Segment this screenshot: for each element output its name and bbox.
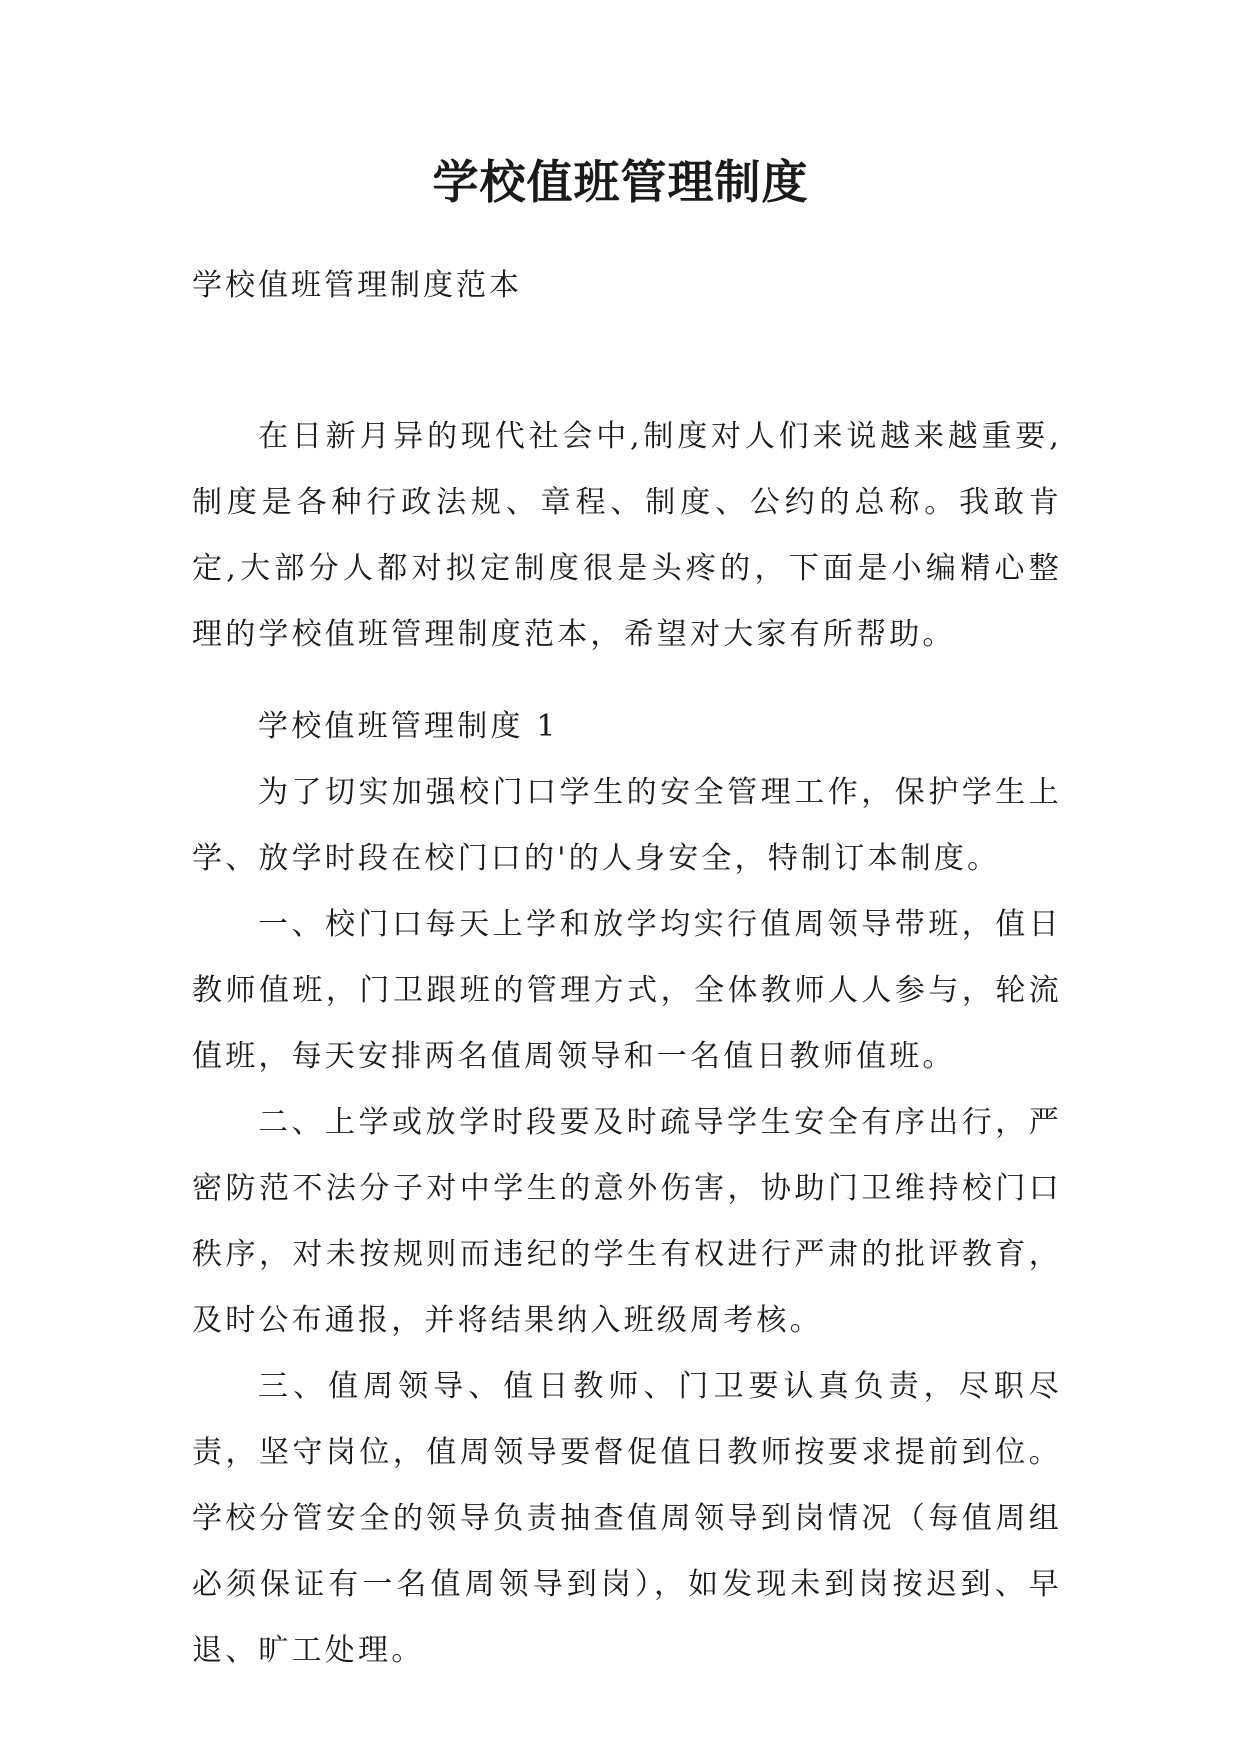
intro-paragraph: 在日新月异的现代社会中,制度对人们来说越来越重要,制度是各种行政法规、章程、制度、公约的总称。我敢肯定,大部分人都对拟定制度很是头疼的，下面是小编精心整理的学校值班管理制度范本，希望对大家有所帮助。 (192, 419, 1062, 652)
body-paragraph: 二、上学或放学时段要及时疏导学生安全有序出行，严密防范不法分子对中学生的意外伤害，协助门卫维持校门口秩序，对未按规则而违纪的学生有权进行严肃的批评教育，及时公布通报，并将结果纳入班级周考核。 (192, 1105, 1062, 1338)
section-heading: 学校值班管理制度 1 (258, 709, 559, 744)
document-subtitle: 学校值班管理制度范本 (192, 268, 522, 303)
body-paragraph: 一、校门口每天上学和放学均实行值周领导带班，值日教师值班，门卫跟班的管理方式，全体教师人人参与，轮流值班，每天安排两名值周领导和一名值日教师值班。 (192, 907, 1062, 1074)
intro-block (192, 404, 1062, 668)
document-title: 学校值班管理制度 (432, 155, 809, 209)
section-block (192, 694, 1062, 1684)
body-paragraph: 为了切实加强校门口学生的安全管理工作，保护学生上学、放学时段在校门口的'的人身安全，特制订本制度。 (192, 775, 1062, 876)
body-paragraph: 三、值周领导、值日教师、门卫要认真负责，尽职尽责，坚守岗位，值周领导要督促值日教师按要求提前到位。学校分管安全的领导负责抽查值周领导到岗情况（每值周组必须保证有一名值周领导到岗），如发现未到岗按迟到、早退、旷工处理。 (192, 1369, 1062, 1668)
